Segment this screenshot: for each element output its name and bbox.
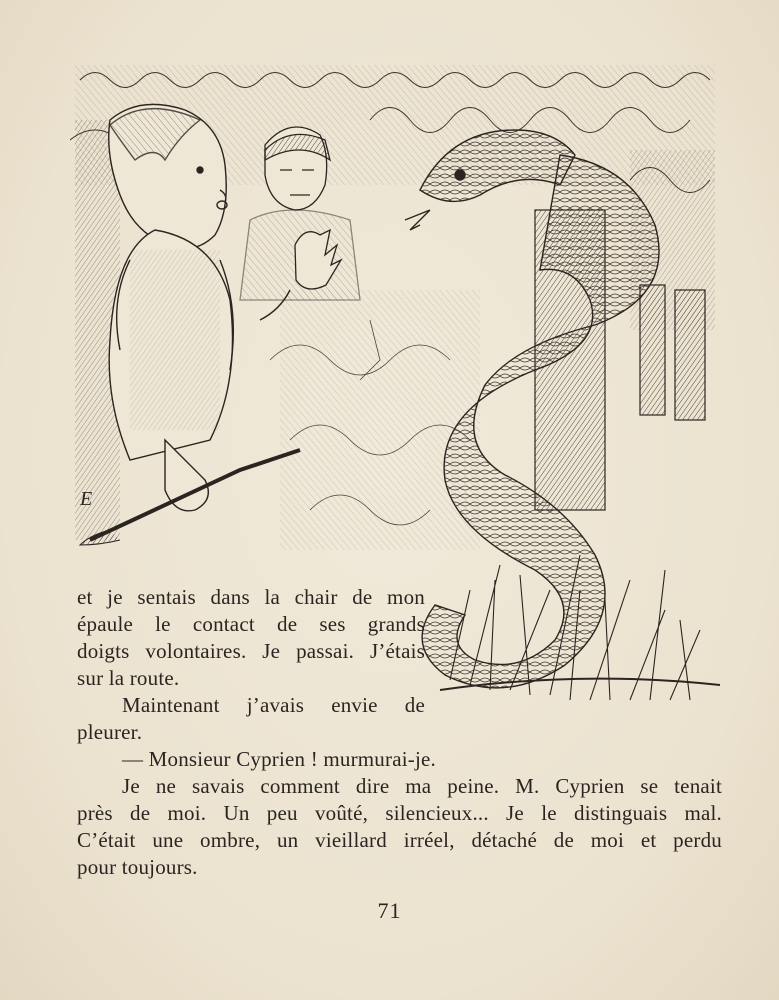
text-line: Maintenant j’avais envie de xyxy=(122,693,425,717)
text-line: pour toujours. xyxy=(77,855,198,879)
text-line: — Monsieur Cyprien ! murmurai-je. xyxy=(122,747,436,771)
text-line: C’était une ombre, un vieillard irréel, détaché de moi et perdu xyxy=(77,828,722,852)
text-line: sur la route. xyxy=(77,666,180,690)
page-number: 71 xyxy=(377,898,402,923)
bushes xyxy=(270,290,480,550)
text-line: épaule le contact de ses grands xyxy=(77,612,425,636)
artist-signature: E xyxy=(80,488,93,510)
wide-text-block xyxy=(77,746,722,881)
text-line: pleurer. xyxy=(77,720,143,744)
text-line: doigts volontaires. Je passai. J’étais xyxy=(77,639,425,663)
narrow-text-block xyxy=(77,584,425,746)
text-line: et je sentais dans la chair de mon xyxy=(77,585,425,609)
text-line: Je ne savais comment dire ma peine. M. Cyprien se tenait xyxy=(122,774,722,798)
text-line: près de moi. Un peu voûté, silencieux... Je le distinguais mal. xyxy=(77,801,722,825)
